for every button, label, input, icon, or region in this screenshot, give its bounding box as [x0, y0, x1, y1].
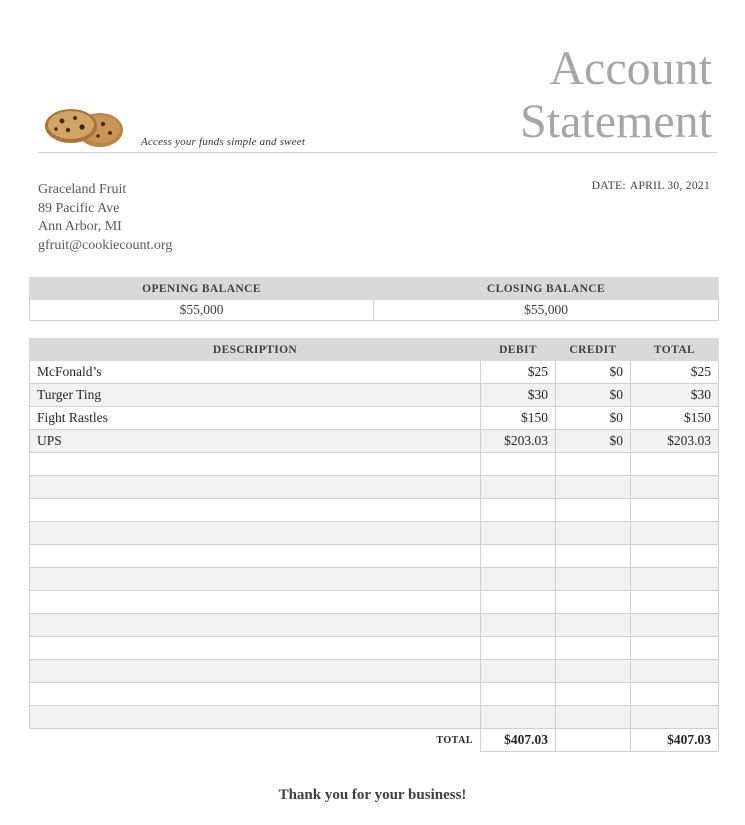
empty-credit-cell [556, 522, 631, 545]
empty-credit-cell [556, 706, 631, 729]
closing-balance-header: CLOSING BALANCE [374, 278, 719, 300]
empty-total-cell [631, 568, 719, 591]
date-value: APRIL 30, 2021 [629, 180, 710, 192]
empty-debit-cell [481, 637, 556, 660]
customer-street: 89 Pacific Ave [38, 200, 120, 216]
empty-table-row [30, 453, 719, 476]
empty-credit-cell [556, 637, 631, 660]
thank-you-note: Thank you for your business! [278, 787, 467, 803]
empty-total-cell [631, 476, 719, 499]
credit-header: CREDIT [556, 339, 631, 361]
date-label: DATE: [591, 180, 626, 192]
empty-table-row [30, 637, 719, 660]
empty-debit-cell [481, 453, 556, 476]
row-description: McFonald’s [30, 361, 481, 384]
empty-credit-cell [556, 614, 631, 637]
empty-debit-cell [481, 683, 556, 706]
table-row [30, 407, 719, 430]
empty-debit-cell [481, 476, 556, 499]
empty-credit-cell [556, 476, 631, 499]
empty-total-cell [631, 453, 719, 476]
empty-table-row [30, 499, 719, 522]
opening-balance-value: $55,000 [30, 300, 374, 321]
empty-description-cell [30, 499, 481, 522]
totals-row [30, 729, 719, 752]
empty-description-cell [30, 476, 481, 499]
customer-address [38, 181, 172, 255]
empty-debit-cell [481, 545, 556, 568]
row-debit: $25 [481, 361, 556, 384]
empty-total-cell [631, 706, 719, 729]
empty-table-row [30, 706, 719, 729]
empty-debit-cell [481, 568, 556, 591]
row-credit: $0 [556, 407, 631, 430]
closing-balance-value: $55,000 [374, 300, 719, 321]
empty-total-cell [631, 660, 719, 683]
row-credit: $0 [556, 361, 631, 384]
empty-description-cell [30, 706, 481, 729]
empty-debit-cell [481, 706, 556, 729]
table-row [30, 384, 719, 407]
tagline: Access your funds simple and sweet [141, 136, 306, 148]
row-total: $150 [631, 407, 719, 430]
row-debit: $150 [481, 407, 556, 430]
empty-description-cell [30, 453, 481, 476]
empty-credit-cell [556, 568, 631, 591]
customer-city: Ann Arbor, MI [38, 219, 122, 234]
description-header: DESCRIPTION [30, 339, 481, 361]
empty-total-cell [631, 614, 719, 637]
total-debit-value: $407.03 [481, 729, 556, 752]
empty-description-cell [30, 660, 481, 683]
row-debit: $30 [481, 384, 556, 407]
empty-total-cell [631, 591, 719, 614]
customer-name: Graceland Fruit [38, 182, 127, 197]
row-description: Turger Ting [30, 384, 481, 407]
totals-label: TOTAL [30, 729, 481, 752]
cookies-icon [38, 105, 126, 149]
empty-debit-cell [481, 499, 556, 522]
empty-debit-cell [481, 591, 556, 614]
empty-credit-cell [556, 683, 631, 706]
row-total: $25 [631, 361, 719, 384]
title-line-account: Account [549, 42, 712, 95]
empty-total-cell [631, 522, 719, 545]
total-credit-cell [556, 729, 631, 752]
empty-table-row [30, 660, 719, 683]
transactions-table [29, 338, 719, 752]
empty-debit-cell [481, 522, 556, 545]
empty-description-cell [30, 568, 481, 591]
empty-total-cell [631, 499, 719, 522]
empty-table-row [30, 614, 719, 637]
empty-total-cell [631, 683, 719, 706]
table-row [30, 361, 719, 384]
empty-description-cell [30, 545, 481, 568]
empty-table-row [30, 545, 719, 568]
title-line-statement: Statement [520, 95, 712, 148]
empty-credit-cell [556, 591, 631, 614]
row-credit: $0 [556, 430, 631, 453]
empty-description-cell [30, 614, 481, 637]
row-credit: $0 [556, 384, 631, 407]
empty-description-cell [30, 591, 481, 614]
empty-total-cell [631, 545, 719, 568]
row-description: Fight Rastles [30, 407, 481, 430]
row-description: UPS [30, 430, 481, 453]
customer-email: gfruit@cookiecount.org [38, 237, 173, 253]
row-total: $30 [631, 384, 719, 407]
header-divider [38, 152, 717, 153]
empty-description-cell [30, 683, 481, 706]
statement-title [520, 42, 712, 148]
opening-balance-header: OPENING BALANCE [30, 278, 374, 300]
empty-credit-cell [556, 660, 631, 683]
row-total: $203.03 [631, 430, 719, 453]
table-row [30, 430, 719, 453]
empty-table-row [30, 683, 719, 706]
empty-debit-cell [481, 614, 556, 637]
empty-credit-cell [556, 545, 631, 568]
debit-header: DEBIT [481, 339, 556, 361]
empty-description-cell [30, 637, 481, 660]
empty-credit-cell [556, 453, 631, 476]
empty-debit-cell [481, 660, 556, 683]
empty-table-row [30, 568, 719, 591]
total-header: TOTAL [631, 339, 719, 361]
empty-description-cell [30, 522, 481, 545]
transactions-header-row [30, 339, 719, 361]
empty-table-row [30, 476, 719, 499]
empty-credit-cell [556, 499, 631, 522]
balance-table [29, 277, 719, 321]
row-debit: $203.03 [481, 430, 556, 453]
empty-table-row [30, 522, 719, 545]
statement-date [592, 180, 710, 192]
total-total-value: $407.03 [631, 729, 719, 752]
empty-table-row [30, 591, 719, 614]
empty-total-cell [631, 637, 719, 660]
